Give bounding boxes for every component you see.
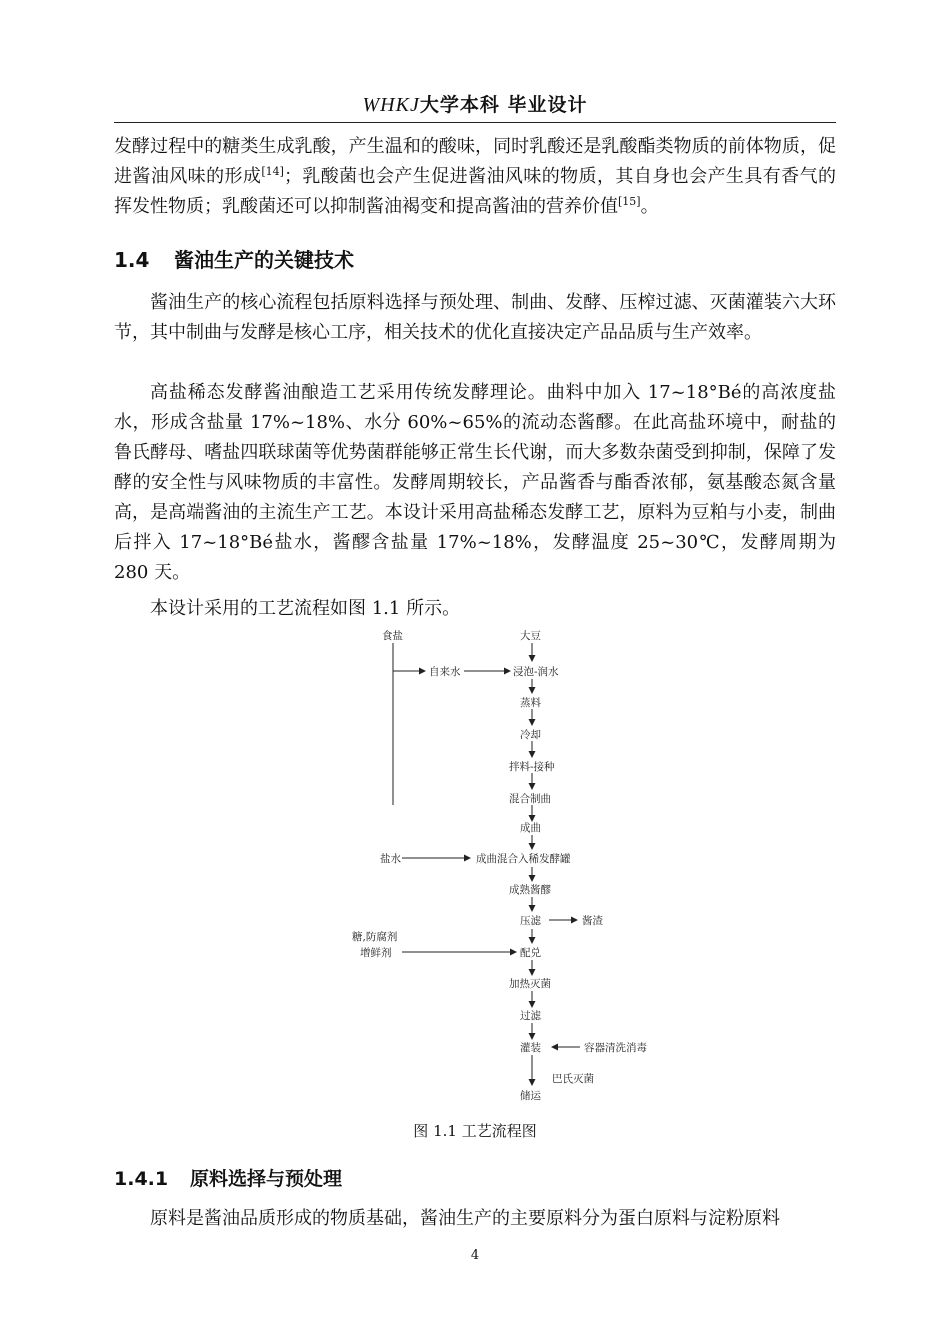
paragraph-raw-materials: 原料是酱油品质形成的物质基础，酱油生产的主要原料分为蛋白原料与淀粉原料 <box>150 1208 780 1229</box>
p1-text-c: 。 <box>640 196 659 217</box>
flow-filter: 过滤 <box>520 1010 541 1022</box>
paragraph-lactic-acid <box>114 132 836 222</box>
flow-pasteurize: 巴氏灭菌 <box>552 1073 594 1085</box>
subsection-title: 原料选择与预处理 <box>190 1168 343 1190</box>
flow-press: 压滤 <box>520 915 541 927</box>
figure-caption: 图 1.1 工艺流程图 <box>413 1122 537 1140</box>
flow-mature-moromi: 成熟酱醪 <box>509 884 551 896</box>
flow-additives-1: 糖,防腐剂 <box>352 931 398 943</box>
flow-mix-inoculate: 拌料-接种 <box>509 761 555 773</box>
header-title: 大学本科 毕业设计 <box>419 94 588 116</box>
header-rule <box>114 122 836 123</box>
flow-residue: 酱渣 <box>582 915 603 927</box>
flow-salt: 食盐 <box>382 630 403 642</box>
p1-text-b: ；乳酸菌也会产生促进酱油风味的物质，其自身也会产生具有香气的挥发性物质；乳酸菌还可以抑制酱油褐变和提高酱油的营养价值 <box>114 166 837 217</box>
running-header <box>0 90 950 117</box>
citation-14: [14] <box>261 165 284 178</box>
page-number: 4 <box>470 1248 480 1263</box>
flow-container-clean: 容器清洗消毒 <box>584 1042 647 1054</box>
flow-soak: 浸泡-润水 <box>513 666 559 678</box>
flow-heat-sterilize: 加热灭菌 <box>509 978 551 990</box>
p1-text-a: 发酵过程中的糖类生成乳酸，产生温和的酸味，同时乳酸还是乳酸酯类物质的前体物质，促进酱油风味的形成 <box>114 136 836 187</box>
flow-koji-making: 混合制曲 <box>509 793 551 805</box>
flow-tap-water: 自来水 <box>429 666 461 678</box>
flow-tank: 成曲混合入稀发酵罐 <box>476 853 571 865</box>
paragraph-high-salt-process: 高盐稀态发酵酱油酿造工艺采用传统发酵理论。曲料中加入 17~18°Bé的高浓度盐水，形成含盐量 17%~18%、水分 60%~65%的流动态酱醪。在此高盐环境中，耐盐的鲁氏酵母、嗜盐四联球菌等优势菌群能够正常生长代谢，而大多数杂菌受到抑制，保障了发酵的安全性与风味物质的丰富性。发酵周期较长，产品酱香与酯香浓郁，氨基酸态氮含量高，是高端酱油的主流生产工艺。本设计采用高盐稀态发酵工艺，原料为豆粕与小麦，制曲后拌入 17~18°Bé盐水，酱醪含盐量 17%~18%，发酵温度 25~30℃，发酵周期为 280 天。 <box>114 382 836 583</box>
flow-steam: 蒸料 <box>520 697 541 709</box>
citation-15: [15] <box>618 195 641 208</box>
flow-brine: 盐水 <box>380 853 401 865</box>
section-heading-1-4-1 <box>114 1164 342 1191</box>
section-number: 1.4 <box>114 248 150 272</box>
paragraph-core-process: 酱油生产的核心流程包括原料选择与预处理、制曲、发酵、压榨过滤、灭菌灌装六大环节，其中制曲与发酵是核心工序，相关技术的优化直接决定产品品质与生产效率。 <box>114 292 836 343</box>
paragraph-figure-reference: 本设计采用的工艺流程如图 1.1 所示。 <box>150 598 461 619</box>
section-heading-1-4 <box>114 244 354 273</box>
header-brand: WHKJ <box>362 94 420 116</box>
section-title: 酱油生产的关键技术 <box>174 248 354 272</box>
flow-blend: 配兑 <box>520 947 541 959</box>
subsection-number: 1.4.1 <box>114 1168 169 1190</box>
flow-soybean: 大豆 <box>520 630 541 642</box>
flow-fill: 灌装 <box>520 1042 541 1054</box>
flow-koji: 成曲 <box>520 822 541 834</box>
process-flowchart <box>330 625 670 1105</box>
flow-cool: 冷却 <box>520 729 541 741</box>
flow-additives-2: 增鲜剂 <box>360 947 392 959</box>
flow-storage: 储运 <box>520 1090 541 1102</box>
